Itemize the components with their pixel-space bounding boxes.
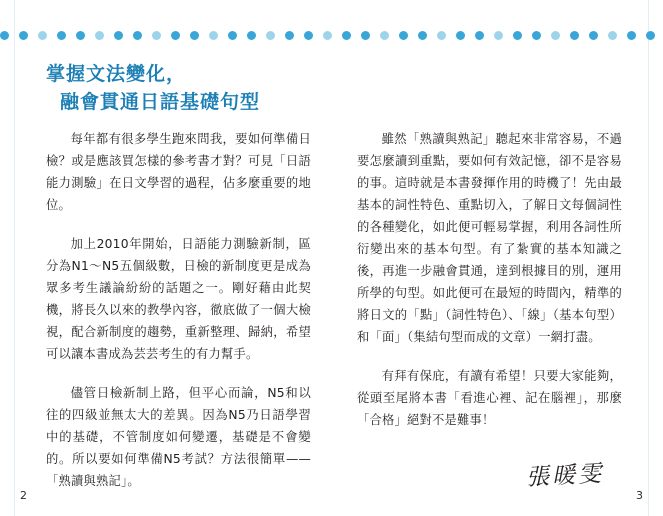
- title-line-2: 融會貫通日語基礎句型: [60, 91, 261, 113]
- decorative-dot: [646, 31, 655, 40]
- decorative-dot: [494, 31, 503, 40]
- decorative-dot: [532, 31, 541, 40]
- decorative-dot: [228, 31, 237, 40]
- paragraph: 加上2010年開始，日語能力測驗新制，區分為N1〜N5五個級數，日檢的新制度更是成為眾多考生議論紛紛的話題之一。剛好藉由此契機，將長久以來的教學內容，徹底做了一個大檢視，配合新制度的趨勢，重新整理、歸納，希望可以讓本書成為芸芸考生的有力幫手。: [46, 237, 311, 361]
- decorative-dot: [608, 31, 617, 40]
- author-signature: [357, 457, 622, 490]
- decorative-dot: [589, 31, 598, 40]
- right-margin-rule: [648, 0, 649, 516]
- paragraph: 雖然「熟讀與熟記」聽起來非常容易，不過要怎麼讀到重點，要如何有效記憶，卻不是容易的事。這時就是本書發揮作用的時機了！先由最基本的詞性特色、重點切入，了解日文每個詞性的各種變化，如此便可輕易掌握，利用各詞性所衍變出來的基本句型。有了紮實的基本知識之後，再進一步融會貫通，達到根據目的別，運用所學的句型。如此便可在最短的時間內，精準的將日文的「點」（詞性特色）、「線」（基本句型）和「面」（集結句型而成的文章）一網打盡。: [357, 132, 622, 344]
- decorative-dot: [0, 31, 9, 40]
- decorative-dot: [456, 31, 465, 40]
- right-column: [357, 128, 622, 509]
- body-columns: [46, 128, 622, 509]
- title-line-1: 掌握文法變化，: [46, 63, 187, 85]
- decorative-dot: [380, 31, 389, 40]
- paragraph: 有拜有保庇，有讀有希望！只要大家能夠，從頭至尾將本書「看進心裡、記在腦裡」，那麼「合格」絕對不是難事！: [357, 369, 622, 427]
- decorative-dot: [627, 31, 636, 40]
- page-number-right: 3: [636, 489, 643, 502]
- decorative-dot: [304, 31, 313, 40]
- decorative-dot: [19, 31, 28, 40]
- decorative-dot: [38, 31, 47, 40]
- decorative-dot: [418, 31, 427, 40]
- paragraph: 每年都有很多學生跑來問我，要如何準備日檢？或是應該買怎樣的參考書才對？可見「日語能力測驗」在日文學習的過程，佔多麼重要的地位。: [46, 132, 311, 212]
- decorative-dot: [266, 31, 275, 40]
- decorative-dot: [133, 31, 142, 40]
- decorative-dot: [171, 31, 180, 40]
- decorative-dot: [76, 31, 85, 40]
- decorative-dot: [513, 31, 522, 40]
- decorative-dot: [285, 31, 294, 40]
- decorative-dot: [209, 31, 218, 40]
- decorative-dot: [95, 31, 104, 40]
- decorative-dot: [570, 31, 579, 40]
- decorative-dot-band: [0, 24, 663, 46]
- paragraph: 儘管日檢新制上路，但平心而論，N5和以往的四級並無太大的差異。因為N5乃日語學習中的基礎，不管制度如何變遷，基礎是不會變的。所以要如何準備N5考試？方法很簡單——「熟讀與熟記」。: [46, 386, 311, 488]
- decorative-dot: [361, 31, 370, 40]
- decorative-dot: [57, 31, 66, 40]
- left-column: [46, 128, 311, 509]
- left-margin-rule: [14, 0, 15, 516]
- page-number-left: 2: [20, 489, 27, 502]
- decorative-dot: [114, 31, 123, 40]
- decorative-dot: [323, 31, 332, 40]
- decorative-dot: [399, 31, 408, 40]
- signature-text: 張暖雯: [525, 460, 605, 492]
- decorative-dot: [475, 31, 484, 40]
- decorative-dot: [342, 31, 351, 40]
- decorative-dot: [247, 31, 256, 40]
- decorative-dot: [551, 31, 560, 40]
- decorative-dot: [190, 31, 199, 40]
- decorative-dot: [437, 31, 446, 40]
- decorative-dot: [152, 31, 161, 40]
- page-title: [46, 60, 346, 116]
